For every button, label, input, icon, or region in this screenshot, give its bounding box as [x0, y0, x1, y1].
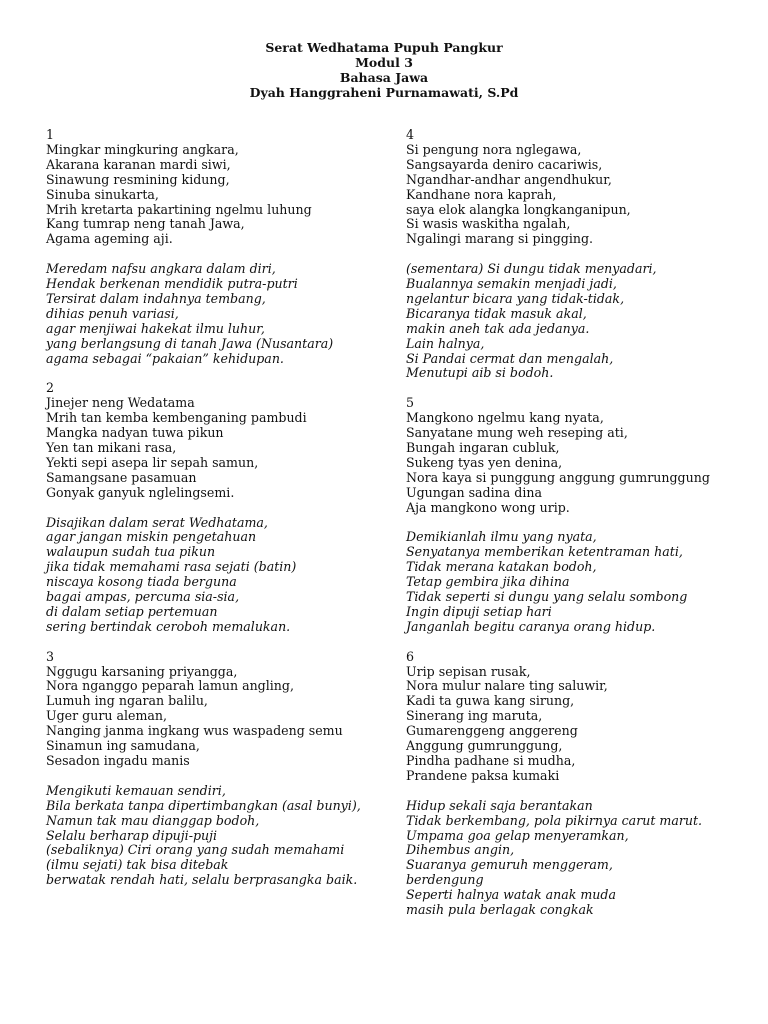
translation-line: Seperti halnya watak anak muda: [406, 887, 616, 903]
translation-line: Senyatanya memberikan ketentraman hati,: [406, 544, 683, 560]
translation-line: Janganlah begitu caranya orang hidup.: [406, 618, 656, 634]
translation-line: Namun tak mau dianggap bodoh,: [46, 812, 260, 828]
verse-line: Nora mulur nalare ting saluwir,: [406, 678, 608, 694]
translation-line: sering bertindak ceroboh memalukan.: [46, 618, 291, 634]
translation-verse: [406, 799, 736, 918]
javanese-verse: [406, 665, 736, 784]
translation-line: Hidup sekali saja berantakan: [406, 797, 593, 813]
verse-line: Mangka nadyan tuwa pikun: [46, 425, 224, 441]
translation-line: agama sebagai “pakaian” kehidupan.: [46, 350, 284, 366]
translation-verse: [46, 516, 376, 635]
verse-line: Urip sepisan rusak,: [406, 663, 531, 679]
translation-line: ngelantur bicara yang tidak-tidak,: [406, 290, 625, 306]
verse-line: Kadi ta guwa kang sirung,: [406, 693, 575, 709]
stanza-5: [406, 396, 736, 634]
verse-line: Sesadon ingadu manis: [46, 753, 190, 768]
stanza-number: 1: [46, 127, 55, 142]
translation-verse: [406, 530, 736, 634]
verse-line: Sinerang ing maruta,: [406, 708, 543, 724]
verse-line: Mrih tan kemba kembenganing pambudi: [46, 410, 307, 426]
translation-line: bagai ampas, percuma sia-sia,: [46, 589, 240, 605]
verse-line: Kandhane nora kaprah,: [406, 186, 557, 202]
verse-line: Pindha padhane si mudha,: [406, 753, 576, 768]
verse-line: Nanging janma ingkang wus waspadeng semu: [46, 723, 343, 739]
verse-line: Nora kaya si punggung anggung gumrunggung: [406, 469, 710, 485]
translation-line: Tetap gembira jika dihina: [406, 574, 570, 590]
verse-line: Ugungan sadina dina: [406, 484, 542, 500]
translation-line: Lain halnya,: [406, 335, 485, 351]
javanese-verse: [406, 143, 736, 247]
translation-line: Si Pandai cermat dan mengalah,: [406, 350, 614, 366]
translation-line: agar menjiwai hakekat ilmu luhur,: [46, 320, 265, 336]
verse-line: Sinuba sinukarta,: [46, 186, 159, 202]
stanza-number: 3: [46, 648, 55, 664]
translation-line: Demikianlah ilmu yang nyata,: [406, 529, 597, 545]
translation-verse: [46, 784, 376, 888]
translation-line: Tersirat dalam indahnya tembang,: [46, 290, 266, 306]
translation-line: (ilmu sejati) tak bisa ditebak: [46, 857, 229, 873]
verse-line: Mingkar mingkuring angkara,: [46, 141, 239, 157]
translation-line: Bualannya semakin menjadi jadi,: [406, 276, 617, 292]
verse-line: Anggung gumrunggung,: [406, 738, 563, 754]
verse-line: saya elok alangka longkanganipun,: [406, 201, 631, 217]
translation-line: Bicaranya tidak masuk akal,: [406, 305, 587, 321]
verse-line: Ngandhar-andhar angendhukur,: [406, 171, 612, 187]
verse-line: Nora nganggo peparah lamun angling,: [46, 678, 294, 694]
verse-line: Aja mangkono wong urip.: [406, 499, 570, 515]
right-column: [406, 128, 736, 918]
translation-line: (sementara) Si dungu tidak menyadari,: [406, 261, 657, 277]
document-title: Serat Wedhatama Pupuh Pangkur: [265, 40, 503, 55]
stanza-6: [406, 650, 736, 918]
translation-line: niscaya kosong tiada berguna: [46, 574, 237, 590]
translation-line: jika tidak memahami rasa sejati (batin): [46, 559, 297, 575]
translation-verse: [406, 262, 736, 381]
verse-line: Si pengung nora nglegawa,: [406, 141, 582, 157]
javanese-verse: [46, 665, 376, 769]
stanza-number: 6: [406, 648, 415, 664]
translation-line: Hendak berkenan mendidik putra-putri: [46, 276, 298, 292]
verse-line: Ngalingi marang si pingging.: [406, 231, 594, 247]
verse-line: Yen tan mikani rasa,: [46, 440, 177, 455]
translation-line: Mengikuti kemauan sendiri,: [46, 782, 226, 798]
verse-line: Akarana karanan mardi siwi,: [46, 156, 231, 172]
document-header: [0, 40, 768, 100]
stanza-number: 5: [406, 395, 415, 411]
verse-line: Sukeng tyas yen denina,: [406, 454, 563, 470]
verse-line: Sinamun ing samudana,: [46, 738, 200, 754]
verse-line: Kang tumrap neng tanah Jawa,: [46, 216, 245, 232]
verse-line: Sinawung resmining kidung,: [46, 171, 230, 187]
verse-line: Samangsane pasamuan: [46, 469, 197, 485]
translation-line: masih pula berlagak congkak: [406, 902, 594, 918]
javanese-verse: [406, 411, 736, 515]
translation-line: Disajikan dalam serat Wedhatama,: [46, 514, 268, 530]
verse-line: Mrih kretarta pakartining ngelmu luhung: [46, 201, 312, 217]
stanza-1: [46, 128, 376, 366]
translation-line: Suaranya gemuruh menggeram,: [406, 857, 613, 873]
stanza-2: [46, 381, 376, 634]
verse-line: Gumarenggeng anggereng: [406, 723, 578, 739]
verse-line: Lumuh ing ngaran balilu,: [46, 693, 208, 709]
verse-line: Prandene paksa kumaki: [406, 767, 560, 783]
translation-line: Ingin dipuji setiap hari: [406, 603, 552, 619]
translation-line: di dalam setiap pertemuan: [46, 603, 218, 619]
translation-line: agar jangan miskin pengetahuan: [46, 529, 257, 545]
translation-line: Dihembus angin,: [406, 842, 515, 858]
translation-line: Tidak merana katakan bodoh,: [406, 559, 597, 575]
subject-label: Bahasa Jawa: [339, 70, 429, 85]
translation-line: Bila berkata tanpa dipertimbangkan (asal bunyi),: [46, 797, 361, 813]
verse-line: Nggugu karsaning priyangga,: [46, 663, 238, 679]
javanese-verse: [46, 143, 376, 247]
verse-line: Agama ageming aji.: [46, 231, 173, 247]
verse-line: Jinejer neng Wedatama: [46, 395, 195, 411]
author-name: Dyah Hanggraheni Purnamawati, S.Pd: [249, 85, 519, 100]
javanese-verse: [46, 396, 376, 500]
translation-line: Meredam nafsu angkara dalam diri,: [46, 261, 276, 277]
translation-verse: [46, 262, 376, 366]
verse-line: Mangkono ngelmu kang nyata,: [406, 410, 604, 426]
left-column: [46, 128, 376, 888]
translation-line: (sebaliknya) Ciri orang yang sudah memahami: [46, 842, 345, 858]
translation-line: Menutupi aib si bodoh.: [406, 365, 554, 381]
translation-line: makin aneh tak ada jedanya.: [406, 320, 590, 336]
verse-line: Sanyatane mung weh reseping ati,: [406, 425, 628, 441]
verse-line: Bungah ingaran cubluk,: [406, 440, 560, 455]
translation-line: walaupun sudah tua pikun: [46, 544, 216, 560]
translation-line: Selalu berharap dipuji-puji: [46, 827, 218, 843]
translation-line: berwatak rendah hati, selalu berprasangka baik.: [46, 872, 358, 888]
translation-line: Umpama goa gelap menyeramkan,: [406, 827, 629, 843]
translation-line: dihias penuh variasi,: [46, 305, 179, 321]
verse-line: Sangsayarda deniro cacariwis,: [406, 156, 603, 172]
translation-line: yang berlangsung di tanah Jawa (Nusantara): [46, 335, 334, 351]
stanza-number: 2: [46, 380, 55, 396]
translation-line: Tidak berkembang, pola pikirnya carut marut.: [406, 812, 703, 828]
stanza-number: 4: [406, 127, 415, 142]
translation-line: Tidak seperti si dungu yang selalu sombong: [406, 589, 688, 605]
verse-line: Gonyak ganyuk nglelingsemi.: [46, 484, 235, 500]
verse-line: Yekti sepi asepa lir sepah samun,: [46, 454, 259, 470]
stanza-4: [406, 128, 736, 381]
verse-line: Uger guru aleman,: [46, 708, 168, 724]
module-label: Modul 3: [355, 55, 413, 70]
translation-line: berdengung: [406, 872, 484, 888]
stanza-3: [46, 650, 376, 888]
verse-line: Si wasis waskitha ngalah,: [406, 216, 571, 232]
